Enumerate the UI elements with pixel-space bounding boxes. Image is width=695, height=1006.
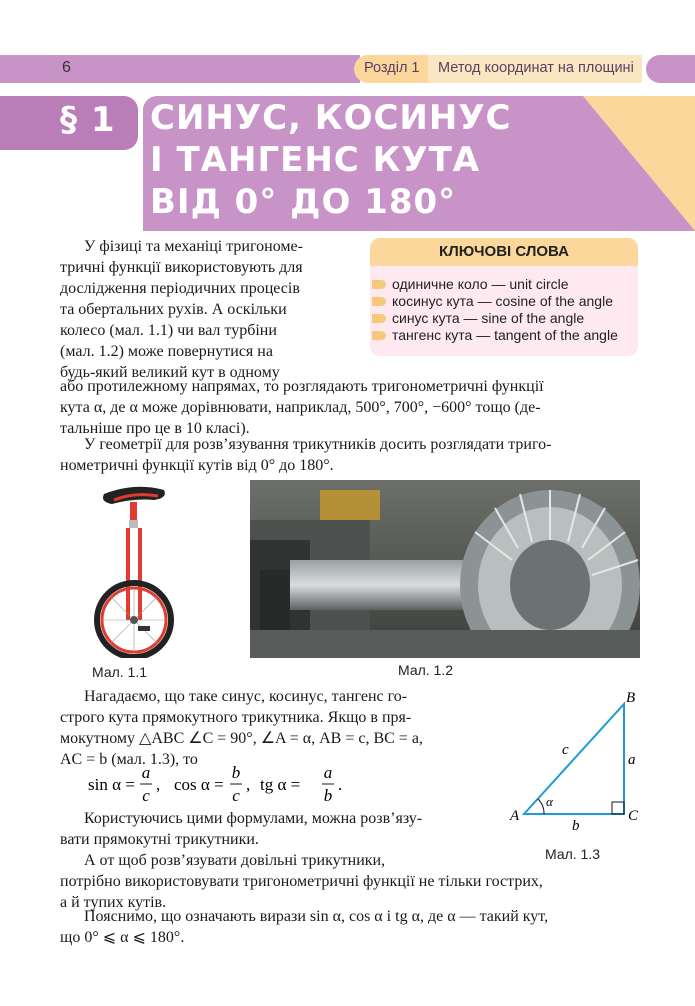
header-chapter-title: Метод координат на площині <box>438 60 634 76</box>
bullet-icon <box>372 297 386 306</box>
keyword-item <box>370 310 638 327</box>
explain-paragraph <box>60 906 640 948</box>
text-line: нометричні функції кутів від 0° до 180°. <box>60 457 334 474</box>
separator: , <box>156 775 161 794</box>
text-line: Нагадаємо, що таке синус, косинус, тангенс го- <box>84 688 408 705</box>
keywords-box <box>370 238 638 356</box>
unicycle-image <box>84 480 184 658</box>
use-paragraph <box>60 808 492 850</box>
vertex-c-label: C <box>628 808 639 824</box>
bullet-icon <box>372 280 386 289</box>
intro-line: тричні функції використовують для <box>60 259 303 276</box>
header-band-left <box>0 55 360 83</box>
bullet-icon <box>372 314 386 323</box>
turbine-image <box>250 480 640 658</box>
intro-line: та обертальних рухів. А оскільки <box>60 301 287 318</box>
vertex-a-label: A <box>510 808 520 824</box>
title-line-1: СИНУС, КОСИНУС <box>150 98 512 138</box>
sin-label: sin α = <box>88 775 135 794</box>
text-line: Користуючись цими формулами, можна розв’язу- <box>84 810 423 827</box>
page-number: 6 <box>62 59 71 76</box>
bullet-icon <box>372 331 386 340</box>
keywords-heading: КЛЮЧОВІ СЛОВА <box>370 238 638 266</box>
intro-line: У фізиці та механіці тригономе- <box>84 238 303 255</box>
text-line: строго кута прямокутного трикутника. Якщо в пря- <box>60 709 412 726</box>
header-band-right <box>646 55 695 83</box>
keyword-item <box>370 327 638 344</box>
text-line: мокутному △ABC ∠C = 90°, ∠A = α, AB = c, BC = a, <box>60 730 423 747</box>
tg-numerator: a <box>323 766 333 782</box>
title-line-2: І ТАНГЕНС КУТА <box>150 140 481 180</box>
keyword-item <box>370 276 638 293</box>
angle-arc <box>538 799 544 814</box>
text-line: Пояснимо, що означають вирази sin α, cos α і tg α, де α — такий кут, <box>84 908 549 925</box>
recall-paragraph <box>60 686 492 770</box>
paragraph-mark: § 1 <box>60 100 116 140</box>
keyword-text: синус кута — sine of the angle <box>392 310 585 326</box>
text-line: вати прямокутні трикутники. <box>60 831 259 848</box>
right-angle-mark <box>612 802 624 814</box>
lesson-title <box>150 97 590 223</box>
intro-line: кута α, де α може дорівнювати, наприклад, 500°, 700°, −600° тощо (де- <box>60 399 541 416</box>
intro-paragraph-wide <box>60 376 640 439</box>
intro-line: або протилежному напрямах, то розглядають тригонометричні функції <box>60 378 544 395</box>
triangle-shape <box>524 704 624 814</box>
tg-label: tg α = <box>260 775 301 794</box>
side-a-label: a <box>628 752 636 768</box>
angle-alpha-label: α <box>546 794 553 809</box>
cos-label: cos α = <box>174 775 224 794</box>
title-line-3: ВІД 0° ДО 180° <box>150 182 457 222</box>
sin-denominator: c <box>142 786 150 805</box>
text-line: А от щоб розв’язувати довільні трикутники, <box>84 852 386 869</box>
keyword-text: одиничне коло — unit circle <box>392 276 569 292</box>
text-line: потрібно використовувати тригонометричні функції не тільки гострих, <box>60 873 543 890</box>
figure-caption-3: Мал. 1.3 <box>545 846 601 862</box>
cos-numerator: b <box>231 766 241 782</box>
cos-denominator: c <box>232 786 240 805</box>
right-triangle-diagram <box>500 690 650 830</box>
geometry-paragraph <box>60 434 640 476</box>
arbitrary-paragraph <box>60 850 640 913</box>
intro-line: тальніше про це в 10 класі). <box>60 420 250 437</box>
side-b-label: b <box>572 818 580 830</box>
keyword-text: тангенс кута — tangent of the angle <box>392 327 618 343</box>
separator: , <box>246 775 251 794</box>
side-c-label: c <box>562 742 569 758</box>
intro-paragraph-narrow <box>60 236 357 383</box>
intro-line: будь-який великий кут в одному <box>60 364 280 381</box>
keywords-list <box>370 276 638 344</box>
text-line: У геометрії для розв’язування трикутників досить розглядати триго- <box>84 436 552 453</box>
intro-line: дослідження періодичних процесів <box>60 280 300 297</box>
intro-line: (мал. 1.2) може повернутися на <box>60 343 273 360</box>
text-line: AC = b (мал. 1.3), то <box>60 751 198 768</box>
keyword-text: косинус кута — cosine of the angle <box>392 293 613 309</box>
intro-line: колесо (мал. 1.1) чи вал турбіни <box>60 322 277 339</box>
text-line: що 0° ⩽ α ⩽ 180°. <box>60 929 185 946</box>
text-line: а й тупих кутів. <box>60 894 167 911</box>
figure-caption-1: Мал. 1.1 <box>92 664 148 680</box>
sin-numerator: a <box>141 766 151 782</box>
header-section-label: Розділ 1 <box>364 60 420 76</box>
figure-caption-2: Мал. 1.2 <box>398 662 454 678</box>
tg-denominator: b <box>323 786 333 805</box>
formula-end: . <box>338 775 343 794</box>
keyword-item <box>370 293 638 310</box>
trig-formula <box>88 766 388 806</box>
vertex-b-label: B <box>626 690 636 706</box>
